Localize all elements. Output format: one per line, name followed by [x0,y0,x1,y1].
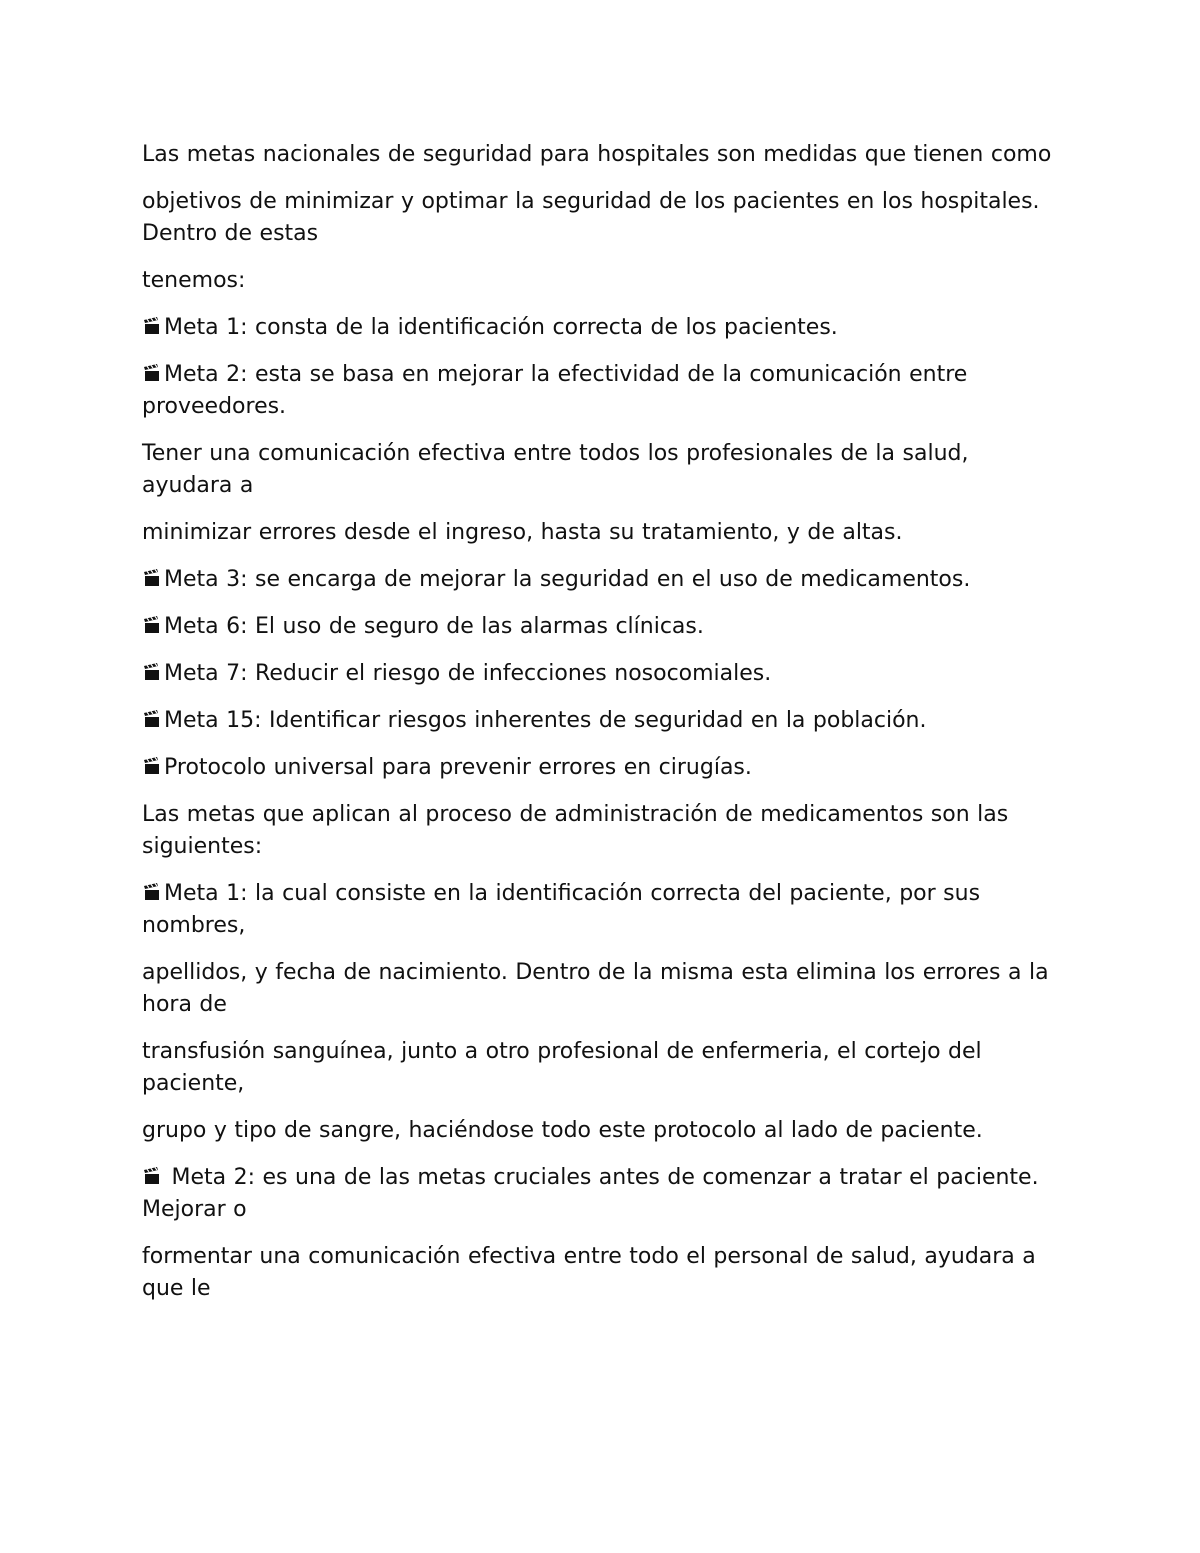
bullet-paragraph [142,564,1062,596]
paragraph-text: objetivos de minimizar y optimar la seguridad de los pacientes en los hospitales. Dentro de estas [142,189,1040,246]
paragraph-text: grupo y tipo de sangre, haciéndose todo este protocolo al lado de paciente. [142,1118,983,1143]
bullet-paragraph [142,705,1062,737]
clapperboard-icon [142,363,162,383]
clapperboard-icon [142,316,162,336]
paragraph-text: Las metas nacionales de seguridad para hospitales son medidas que tienen como [142,142,1052,167]
document-body [142,139,1062,1320]
paragraph [142,957,1062,1021]
paragraph-text: Meta 2: es una de las metas cruciales antes de comenzar a tratar el paciente. Mejorar o [142,1165,1039,1222]
paragraph-text: Meta 3: se encarga de mejorar la seguridad en el uso de medicamentos. [164,567,971,592]
paragraph [142,517,1062,549]
paragraph-text: Meta 2: esta se basa en mejorar la efectividad de la comunicación entre proveedores. [142,362,968,419]
clapperboard-icon [142,568,162,588]
paragraph [142,1115,1062,1147]
bullet-paragraph [142,752,1062,784]
paragraph-text: Meta 15: Identificar riesgos inherentes de seguridad en la población. [164,708,927,733]
paragraph-text: minimizar errores desde el ingreso, hasta su tratamiento, y de altas. [142,520,903,545]
bullet-paragraph [142,611,1062,643]
paragraph-text: apellidos, y fecha de nacimiento. Dentro de la misma esta elimina los errores a la hora de [142,960,1049,1017]
paragraph-text: Meta 1: la cual consiste en la identificación correcta del paciente, por sus nombres, [142,881,981,938]
paragraph-text: transfusión sanguínea, junto a otro profesional de enfermeria, el cortejo del paciente, [142,1039,982,1096]
paragraph-text: Meta 1: consta de la identificación correcta de los pacientes. [164,315,838,340]
bullet-paragraph [142,658,1062,690]
paragraph [142,1241,1062,1305]
bullet-paragraph [142,1162,1062,1226]
paragraph-text: formentar una comunicación efectiva entre todo el personal de salud, ayudara a que le [142,1244,1036,1301]
clapperboard-icon [142,882,162,902]
clapperboard-icon [142,615,162,635]
clapperboard-icon [142,709,162,729]
paragraph [142,799,1062,863]
bullet-paragraph [142,359,1062,423]
clapperboard-icon [142,756,162,776]
paragraph [142,265,1062,297]
paragraph [142,438,1062,502]
paragraph-text: Meta 7: Reducir el riesgo de infecciones nosocomiales. [164,661,772,686]
paragraph-text: tenemos: [142,268,246,293]
paragraph-text: Protocolo universal para prevenir errores en cirugías. [164,755,752,780]
bullet-paragraph [142,878,1062,942]
clapperboard-icon [142,662,162,682]
bullet-paragraph [142,312,1062,344]
paragraph [142,186,1062,250]
paragraph [142,139,1062,171]
paragraph-text: Las metas que aplican al proceso de administración de medicamentos son las siguientes: [142,802,1009,859]
paragraph [142,1036,1062,1100]
paragraph-text: Meta 6: El uso de seguro de las alarmas clínicas. [164,614,704,639]
clapperboard-icon [142,1166,162,1186]
paragraph-text: Tener una comunicación efectiva entre todos los profesionales de la salud, ayudara a [142,441,969,498]
